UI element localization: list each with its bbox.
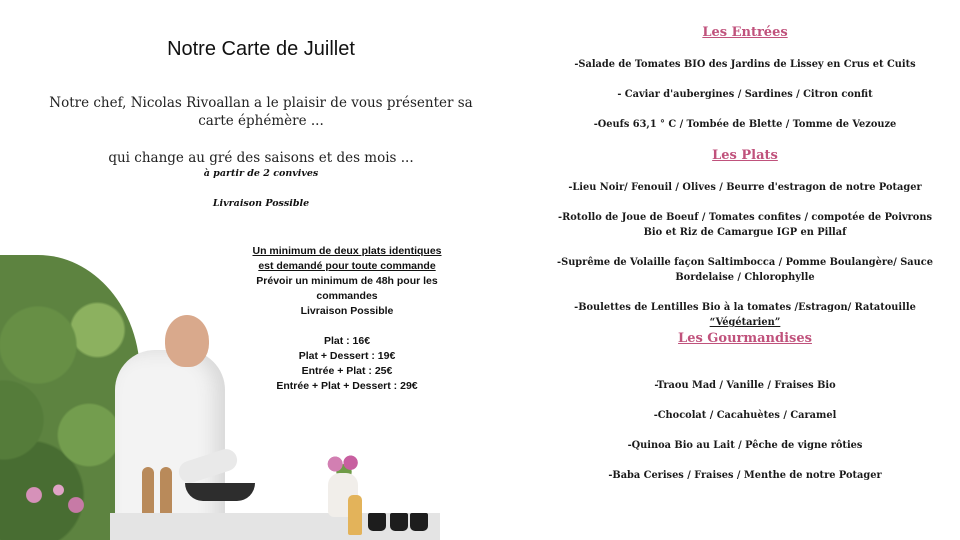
section-title-plats: Les Plats: [712, 148, 778, 163]
oil-bottle: [348, 495, 362, 535]
conditions-line: Un minimum de deux plats identiques: [252, 245, 442, 257]
price-line: Plat : 16€: [323, 335, 371, 347]
pink-flowers: [20, 475, 90, 525]
conditions-line: Livraison Possible: [300, 305, 394, 317]
delivery-note: Livraison Possible: [212, 198, 310, 209]
dish-item: -Suprême de Volaille façon Saltimbocca / Pomme Boulangère/ Sauce Bordelaise / Chlorophylle: [557, 257, 933, 283]
black-cup: [410, 513, 428, 531]
dish-item: -Chocolat / Cacahuètes / Caramel: [653, 410, 837, 421]
dish-item: -Quinoa Bio au Lait / Pêche de vigne rôties: [627, 440, 863, 451]
price-line: Plat + Dessert : 19€: [298, 350, 396, 362]
dish-item: -Traou Mad / Vanille / Fraises Bio: [654, 380, 836, 391]
intro-text-seasons: qui change au gré des saisons et des mois ...: [108, 150, 414, 166]
black-cup: [390, 513, 408, 531]
dish-item: -Rotollo de Joue de Boeuf / Tomates confites / compotée de Poivrons Bio et Riz de Camargue IGP en Pillaf: [558, 212, 932, 238]
black-cup: [368, 513, 386, 531]
intro-text: Notre chef, Nicolas Rivoallan a le plaisir de vous présenter sa carte éphémère ...: [49, 95, 473, 129]
frying-pan: [185, 483, 255, 501]
dish-item: -Baba Cerises / Fraises / Menthe de notre Potager: [608, 470, 882, 481]
salt-mill: [160, 467, 172, 517]
section-title-gourmandises: Les Gourmandises: [678, 331, 812, 346]
vegetarian-tag: “Végétarien”: [709, 317, 781, 328]
price-line: Entrée + Plat : 25€: [301, 365, 393, 377]
dish-item: -Lieu Noir/ Fenouil / Olives / Beurre d'estragon de notre Potager: [568, 182, 922, 193]
min-guests-note: à partir de 2 convives: [203, 168, 319, 179]
dish-item: - Caviar d'aubergines / Sardines / Citron confit: [617, 89, 873, 100]
section-title-entrees: Les Entrées: [702, 25, 788, 40]
page-title: Notre Carte de Juillet: [167, 38, 355, 60]
conditions-line: Prévoir un minimum de 48h pour les commandes: [256, 275, 438, 302]
dish-item: -Salade de Tomates BIO des Jardins de Lissey en Crus et Cuits: [574, 59, 916, 70]
chef-head: [165, 315, 209, 367]
pepper-mill: [142, 467, 154, 517]
order-conditions: [240, 244, 454, 394]
dish-text: -Boulettes de Lentilles Bio à la tomates /Estragon/ Ratatouille: [574, 302, 916, 313]
dish-item-vegetarian: [540, 300, 950, 330]
price-line: Entrée + Plat + Dessert : 29€: [276, 380, 418, 392]
conditions-line: est demandé pour toute commande: [258, 260, 436, 272]
dish-item: -Oeufs 63,1 ° C / Tombée de Blette / Tomme de Vezouze: [593, 119, 897, 130]
